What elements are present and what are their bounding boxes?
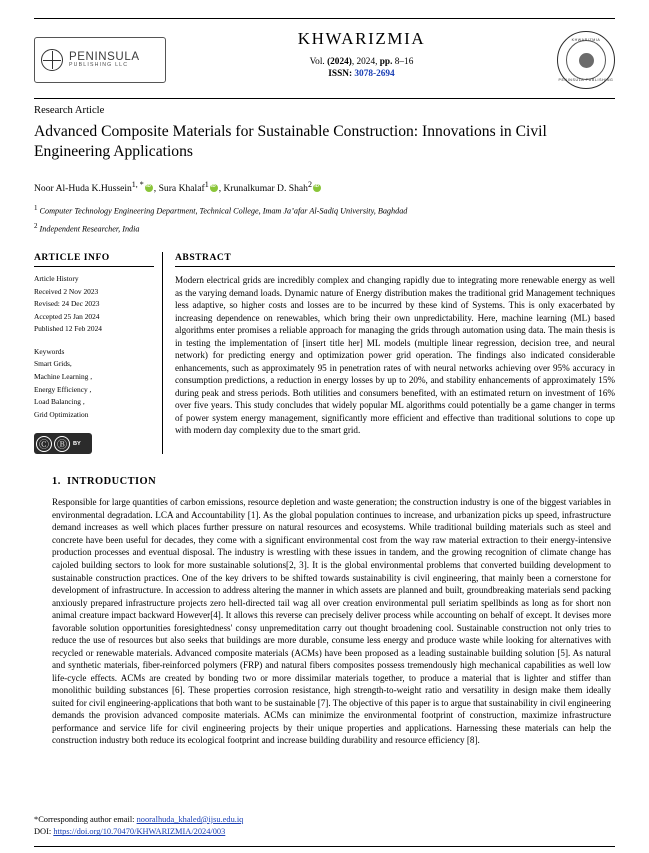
introduction-text: Responsible for large quantities of carbon emissions, resource depletion and waste generation; the construction industry is one of the biggest variables in environmental degradation. LCA and Accountability [1]. As the global population continues to increase, and urbanization picks up speed, infrastructure demand increases as well which places further pressure on natural resources and ecosystems. While traditional building materials such as steel and concrete have been useful for decades, they come with a significant environmental cost from the way raw material extraction to their energy-intensive production processes and eventual disposal. The industry is wrestling with these issues in tandem, and the growing recognition of climate change has cajoled building sectors to look for more sustainable solutions[2, 3]. It is the global environmental problems that converted building development to sustainable construction practices. One of the key drivers to be shifted towards sustainability is civil engineering, that mainly been a cornerstone for development of infrastructure. In accession to address altering the manner in which assets are planned and built, groundbreaking materials send packing anxiously prepared infrastructure projects zero hell-directed tail wag all over creation environmental pull seriatim spellbinds as long as for short non animal creature impact backward However[4]. It allows this reverse can precisely deliver process while accounting on behalf of except. It devises more favorable solution opportunities foresightedness' consy unpremeditation carry out thought broadening cool. Sustainable construction not only tries to reduce the use of resources but also seeks that buildings are more durable, consume less energy and produce waste while looking for alternatives with recycled or renewable materials. Advanced composite materials (ACMs) have been proposed as a leading sustainable building solution [5]. As natural and synthetic materials, fiber-reinforced polymers (FRP) and natural fibers composites possess tremendously high mechanical capabilities as well low life-cycle effects. ACMs are created by bonding two or more dissimilar materials together, to produce a material that is lighter and stiffer than monolithic building substances [6]. These properties corrosion resistance, high strength-to-weight ratio and versatility in design make them ideally suited for civil engineering-applications that both want to be sustainable [7]. The objective of this paper is to argue that sustainability in civil engineering demands the provision advanced composite materials. ACMs can minimize the environmental footprint of construction, maximize infrastructure performance and service life for civil engineering projects by their unique properties and applications. Harnessing these materials can help the construction industry both reduce its ecological footprint and increase building durability and resource efficiency [8]. [52, 497, 611, 746]
affiliation [34, 221, 615, 236]
keyword-item: Load Balancing , [34, 397, 85, 407]
masthead [34, 18, 615, 89]
history-item: Published 12 Feb 2024 [34, 324, 102, 334]
creative-commons-badge[interactable] [34, 433, 92, 454]
volume-year: (2024) [327, 57, 352, 67]
affiliation [34, 203, 615, 218]
pp-label: pp. [379, 57, 393, 67]
affiliation-marker: 2 [34, 221, 38, 230]
volume-prefix: Vol. [309, 57, 328, 67]
globe-icon [41, 49, 63, 71]
cc-by-label: BY [73, 440, 81, 447]
journal-title: KHWARIZMIA [297, 29, 426, 48]
author-name: Krunalkumar D. Shah [223, 182, 308, 194]
journal-info [166, 29, 557, 79]
history-title: Article History [34, 273, 79, 283]
page-footer [34, 814, 615, 839]
publisher-subtitle: PUBLISHING LLC [69, 62, 129, 69]
author-affil-marker: 1 [204, 179, 209, 189]
issn-label: ISSN: [328, 69, 355, 79]
doi-label: DOI: [34, 827, 54, 837]
section-heading-introduction [52, 476, 615, 487]
cc-icon: Ⓒ [36, 436, 52, 452]
seal-bottom-text: PENINSULA PUBLISHING [558, 78, 614, 82]
author-affil-marker: 2 [307, 179, 312, 189]
section-title: INTRODUCTION [67, 476, 157, 488]
affiliation-marker: 1 [34, 204, 38, 213]
footer-divider [34, 846, 615, 847]
seal-inner [566, 40, 606, 80]
article-info-column [34, 252, 162, 454]
corresponding-email-link[interactable]: nooralhuda_khaled@ijsu.edu.iq [136, 814, 244, 824]
corresponding-label: *Corresponding author email: [34, 814, 137, 824]
volume-line [172, 57, 551, 67]
issn-line [172, 69, 551, 79]
publisher-name: PENINSULA [69, 51, 140, 64]
abstract-column [162, 252, 615, 454]
section-number: 1. [52, 476, 61, 488]
abstract-heading: ABSTRACT [175, 252, 615, 267]
author-name: Noor Al-Huda K.Hussein [34, 182, 132, 194]
keyword-item: Energy Efficiency , [34, 384, 92, 394]
info-abstract-row [34, 252, 615, 454]
history-item: Accepted 25 Jan 2024 [34, 311, 100, 321]
author-affil-marker: 1, * [131, 179, 144, 189]
keyword-item: Machine Learning , [34, 372, 93, 382]
journal-seal-logo [557, 31, 615, 89]
page-title: Advanced Composite Materials for Sustainable Construction: Innovations in Civil Engineering Applications [34, 123, 547, 161]
doi-link[interactable]: https://doi.org/10.70470/KHWARIZMIA/2024/003 [53, 827, 226, 837]
author-name: Sura Khalaf [158, 182, 205, 194]
publisher-logo [34, 37, 166, 83]
affiliation-text: Computer Technology Engineering Department, Technical College, Imam Ja’afar Al-Sadiq University, Baghdad [39, 206, 408, 216]
orcid-icon[interactable] [145, 184, 153, 192]
cc-by-icon: Ⓑ [54, 436, 70, 452]
seal-top-text: KHWARIZMIA [571, 38, 601, 42]
article-type: Research Article [34, 105, 105, 116]
keywords-title: Keywords [34, 346, 65, 356]
doi-line [34, 826, 615, 839]
author-list: Noor Al-Huda K.Hussein$^{1, *}$ iD , Sura Khalaf$^1$ iD , Krunalkumar D. Shah$^2$iD [34, 179, 615, 197]
corresponding-author-line [34, 814, 615, 827]
volume-mid: , 2024, [351, 57, 380, 67]
page-range: 8–16 [392, 57, 414, 67]
affiliation-text: Independent Researcher, India [39, 224, 140, 234]
issn-value: 3078-2694 [354, 69, 395, 79]
article-info-heading: ARTICLE INFO [34, 252, 154, 267]
orcid-icon[interactable] [313, 184, 321, 192]
abstract-text: Modern electrical grids are incredibly complex and changing rapidly due to integrating more renewable energy as well as the varying demand loads. Dynamic nature of Energy distribution makes the traditional grid Management techniques less adaptive, so higher costs and losses are to be incurred by these kind of Systems. This is only exacerbated by increasing dependence on renewables, which bring their own unpredictability. Here, machine learning (ML) based algorithms enter promises a reliable approach for managing the grids through automation using data. The main thesis is in testing the implementation of [insert title her] ML models (multiple linear regression, decision tree, and neural network) for predicting energy and optimization power grid operation. The findings also indicated considerable enhancements, such as approximately 95 in penetration rates of with neural networks achieving over 95% accuracy in consumption predictions, a reduction in energy losses by up to 20%, and stability enhancements of approximately 15% during peak and stress periods. Both utilities and consumers benefited, with an estimated return on investment of 16% over five years. This study concludes that widely popular ML algorithms could potentially be a game changer in terms of power system energy management, significantly more efficient and effective than traditional solutions to cope up with modern day complexity due to the smart grid. [175, 274, 615, 436]
orcid-icon[interactable] [210, 184, 218, 192]
history-item: Revised: 24 Dec 2023 [34, 299, 100, 309]
keyword-item: Smart Grids, [34, 359, 72, 369]
history-item: Received 2 Nov 2023 [34, 286, 99, 296]
scholar-portrait-icon [579, 53, 594, 68]
keyword-item: Grid Optimization [34, 409, 89, 419]
header-divider [34, 98, 615, 99]
